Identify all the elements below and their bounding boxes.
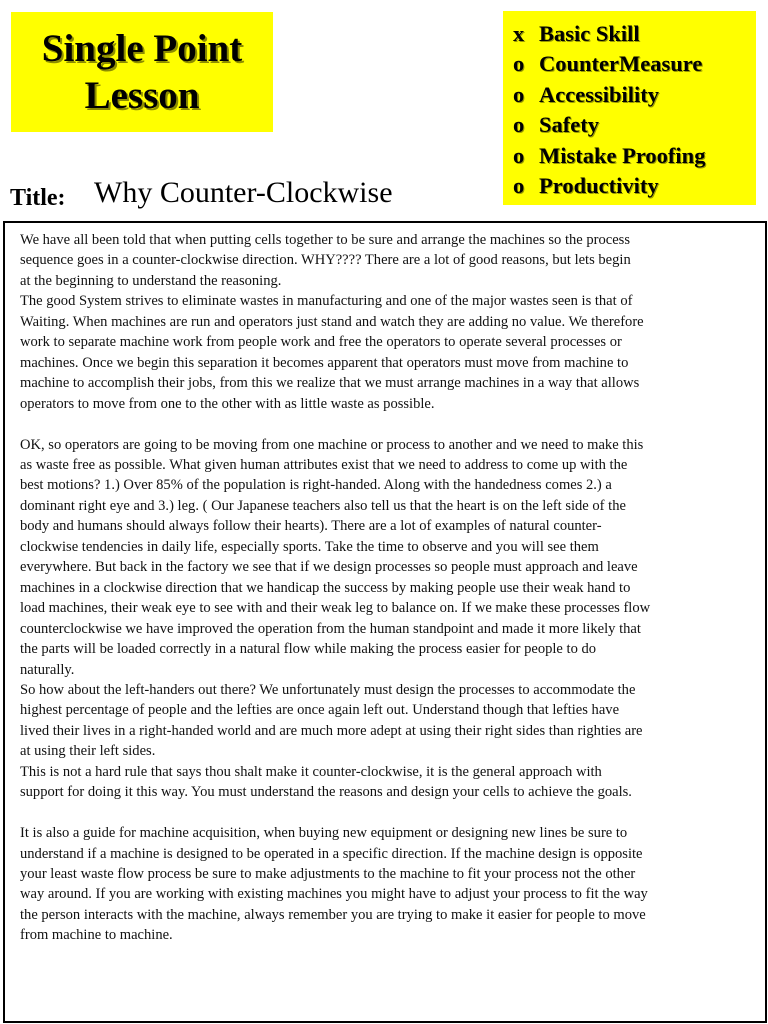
lesson-type-item (513, 171, 756, 201)
lesson-type-label: Safety (539, 112, 599, 138)
lesson-type-item (513, 49, 756, 79)
lesson-type-label: Basic Skill (539, 21, 640, 46)
body-paragraph: We have all been told that when putting cells together to be sure and arrange the machines so the process sequence goes in a counter-clockwise direction. WHY???? There are a lot of good reasons, but lets begin at the beginning to understand the reasoning. (20, 232, 631, 289)
lesson-type-item (513, 110, 756, 140)
lesson-type-label: Productivity (539, 173, 659, 199)
lesson-type-label: Mistake Proofing (539, 142, 706, 168)
check-mark: o (513, 112, 525, 138)
lesson-type-checklist (503, 11, 756, 205)
body-paragraph: OK, so operators are going to be moving from one machine or process to another and we need to make this as waste free as possible. What given human attributes exist that we need to address to come up with the best motions? 1.) Over 85% of the population is right-handed. Along with the handedness comes 2.) a dominant right eye and 3.) leg. ( Our Japanese teachers also tell us that the heart is on the left side of the body and humans should always follow their hearts). There are a lot of examples of natural counter- clockwise tendencies in daily life, especially sports. Take the time to observe and you will see them everywhere. But back in the factory we see that if we design processes so people must approach and leave machines in a clockwise direction that we handicap the success by making people use their weak hand to load machines, their weak eye to see with and their weak leg to balance on. If we make these processes flow counterclockwise we have improved the operation from the human standpoint and made it more likely that the parts will be loaded correctly in a natural flow while making the process easier for people to do naturally. (20, 436, 651, 678)
single-point-lesson-banner (11, 12, 273, 132)
body-paragraph: So how about the left-handers out there? We unfortunately must design the processes to accommodate the highest percentage of people and the lefties are once again left out. Understand though that lefties have lived their lives in a right-handed world and are much more adept at using their right sides than righties are at using their left sides. (20, 681, 643, 760)
check-mark: o (513, 173, 525, 199)
lesson-title: Why Counter-Clockwise (94, 176, 393, 209)
body-paragraph: It is also a guide for machine acquisition, when buying new equipment or designing new lines be sure to understand if a machine is designed to be operated in a specific direction. If the machine design is opposite your least waste flow process be sure to make adjustments to the machine to fit your process not the other way around. If you are working with existing machines you might have to adjust your process to fit the way the person interacts with the machine, always remember you are trying to make it easier for people to move from machine to machine. (20, 825, 648, 944)
check-mark: o (513, 81, 525, 107)
check-mark: x (513, 21, 525, 46)
body-paragraph: This is not a hard rule that says thou shalt make it counter-clockwise, it is the general approach with support for doing it this way. You must understand the reasons and design your cells to achieve the goals. (20, 763, 632, 801)
banner-line-2: Lesson (84, 74, 200, 117)
check-mark: o (513, 142, 525, 168)
body-paragraph: The good System strives to eliminate wastes in manufacturing and one of the major wastes seen is that of Waiting. When machines are run and operators just stand and watch they are adding no value. We therefore work to separate machine work from people work and free the operators to operate several processes or machines. Once we begin this separation it becomes apparent that operators must move from machine to machine to accomplish their jobs, from this we realize that we must arrange machines in a way that allows operators to move from one to the other with as little waste as possible. (20, 293, 644, 412)
check-mark: o (513, 51, 525, 77)
lesson-body (3, 221, 767, 1023)
title-label: Title: (10, 185, 66, 211)
banner-line-1: Single Point (41, 27, 243, 70)
lesson-type-item (513, 80, 756, 110)
lesson-type-label: CounterMeasure (539, 51, 703, 77)
lesson-type-item (513, 141, 756, 171)
lesson-type-item (513, 19, 756, 49)
paragraph-spacer (20, 803, 751, 823)
lesson-type-label: Accessibility (539, 81, 659, 107)
paragraph-spacer (20, 414, 751, 434)
